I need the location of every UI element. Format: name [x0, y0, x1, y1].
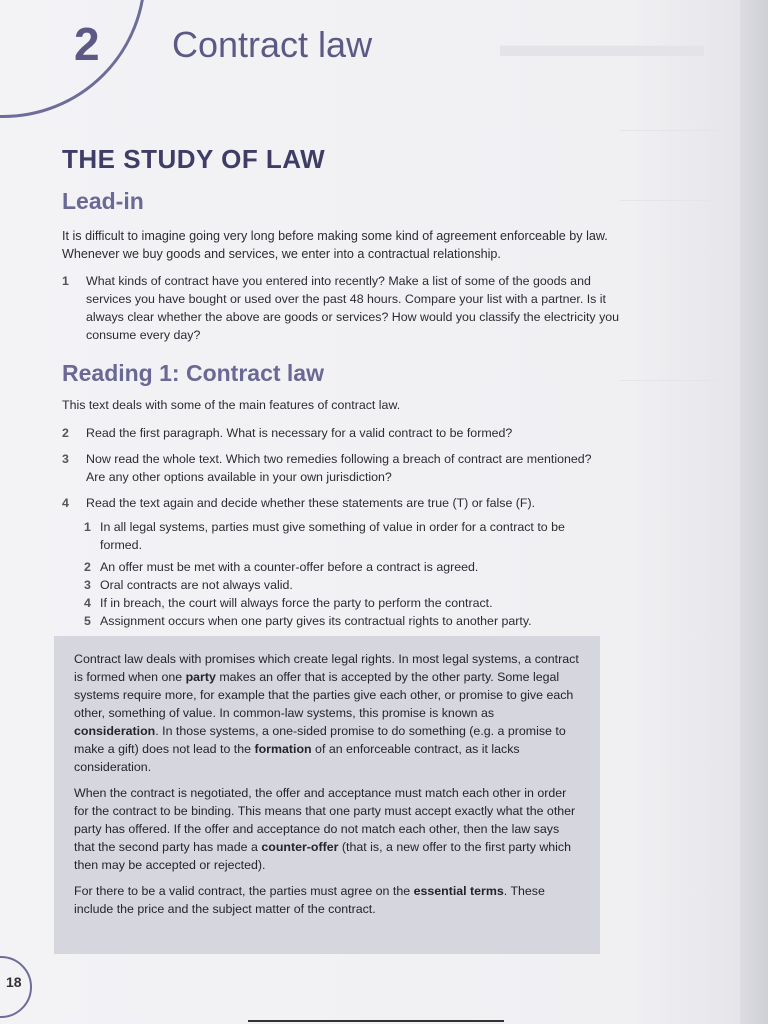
- question-text: Now read the whole text. Which two remedies following a breach of contract are mentioned? Are any other options available in your own jurisdiction?: [86, 452, 592, 484]
- text-run: makes an offer that is accepted by the other party. Some legal systems require more, for example that the parties give each other, or promise to give each other, something of value. In common-law systems, this promise is known as: [74, 670, 574, 720]
- statement-number: 3: [84, 578, 91, 592]
- statement-number: 4: [84, 596, 91, 610]
- chapter-title: Contract law: [172, 24, 373, 65]
- text-paragraph: [74, 650, 582, 776]
- key-term: formation: [254, 742, 312, 756]
- chapter-number: 2: [74, 18, 100, 70]
- statement-number: 2: [84, 560, 91, 574]
- section-title: THE STUDY OF LAW: [62, 144, 326, 174]
- bleed-through-line: [620, 200, 710, 201]
- page-number: 18: [6, 974, 22, 990]
- text-run: of an enforceable contract, as it lacks consideration.: [74, 742, 520, 774]
- reading-question: [62, 450, 602, 486]
- key-term: party: [185, 670, 216, 684]
- text-run: (that is, a new offer to the first party which then may be accepted or rejected).: [74, 840, 572, 872]
- chapter-circle-decoration: [0, 0, 146, 118]
- reading-question: [62, 494, 622, 512]
- lead-in-question: [62, 272, 622, 344]
- true-false-statement: [84, 594, 614, 612]
- reading-question: [62, 424, 622, 442]
- question-text: What kinds of contract have you entered into recently? Make a list of some of the goods and services you have bought or used over the past 48 hours. Compare your list with a partner. Is it always clear whether the above are goods or services? How would you classify the electricity you consume every day?: [86, 274, 620, 342]
- statement-text: If in breach, the court will always force the party to perform the contract.: [100, 596, 493, 610]
- question-number: 4: [62, 496, 69, 510]
- question-number: 3: [62, 452, 69, 466]
- text-run: . These include the price and the subject matter of the contract.: [74, 884, 545, 916]
- reading-text-box: [54, 636, 600, 954]
- text-run: When the contract is negotiated, the offer and acceptance must match each other in order for the contract to be binding. This means that one party must accept exactly what the other party has offered. If the offer and acceptance do not match each other, then the law says that the second party has made a: [74, 786, 576, 854]
- reading-intro: This text deals with some of the main features of contract law.: [62, 398, 401, 412]
- bleed-through-line: [620, 130, 720, 131]
- text-run: For there to be a valid contract, the parties must agree on the: [74, 884, 414, 898]
- reading-heading: Reading 1: Contract law: [62, 360, 324, 386]
- key-term: essential terms: [413, 884, 504, 898]
- question-number: 2: [62, 426, 69, 440]
- lead-in-paragraph: It is difficult to imagine going very long before making some kind of agreement enforceable by law. Whenever we buy goods and services, we enter into a contractual relationship.: [62, 229, 608, 261]
- true-false-statement: [84, 518, 584, 554]
- question-text: Read the text again and decide whether these statements are true (T) or false (F).: [86, 496, 536, 510]
- key-term: counter-offer: [261, 840, 339, 854]
- statement-text: An offer must be met with a counter-offer before a contract is agreed.: [100, 560, 479, 574]
- bleed-through-text: ▬▬▬▬▬▬: [500, 26, 704, 64]
- statement-text: In all legal systems, parties must give something of value in order for a contract to be formed.: [100, 520, 565, 552]
- text-run: Contract law deals with promises which create legal rights. In most legal systems, a contract is formed when one: [74, 652, 579, 684]
- text-paragraph: [74, 784, 582, 874]
- bleed-through-line: [620, 380, 720, 381]
- statement-text: Assignment occurs when one party gives its contractual rights to another party.: [100, 614, 532, 628]
- question-number: 1: [62, 274, 69, 288]
- statement-number: 1: [84, 520, 91, 534]
- lead-in-heading: Lead-in: [62, 188, 144, 214]
- book-spine-shadow: [740, 0, 768, 1024]
- true-false-statement: [84, 558, 604, 576]
- text-paragraph: [74, 882, 582, 918]
- question-text: Read the first paragraph. What is necessary for a valid contract to be formed?: [86, 426, 513, 440]
- key-term: consideration: [74, 724, 156, 738]
- true-false-statement: [84, 612, 624, 630]
- bottom-rule: [248, 1020, 504, 1022]
- statement-number: 5: [84, 614, 91, 628]
- true-false-statement: [84, 576, 604, 594]
- text-run: . In those systems, a one-sided promise to do something (e.g. a promise to make a gift) does not lead to the: [74, 724, 566, 756]
- statement-text: Oral contracts are not always valid.: [100, 578, 293, 592]
